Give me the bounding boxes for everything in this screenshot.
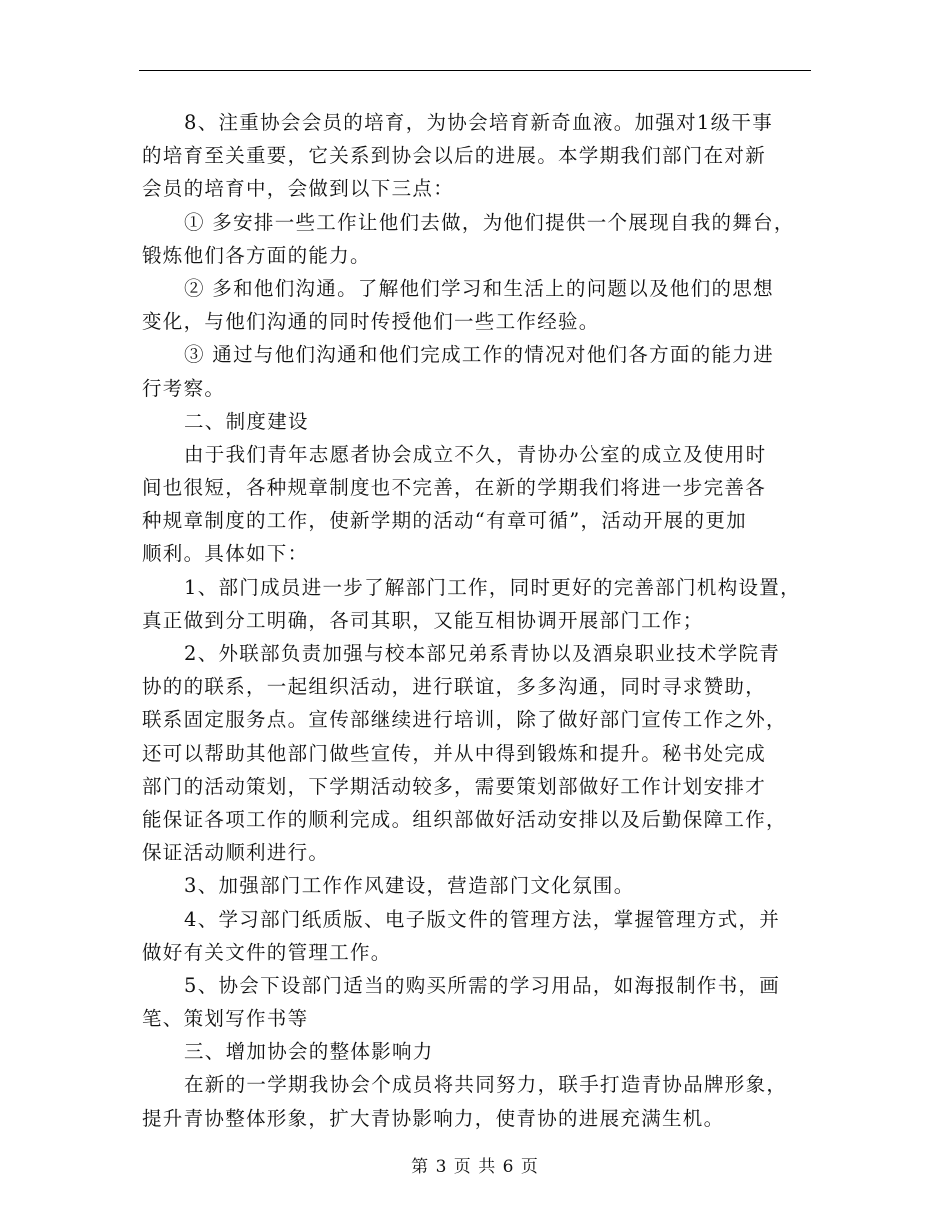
paragraph-line: 5、协会下设部门适当的购买所需的学习用品，如海报制作书，画 <box>184 973 781 997</box>
paragraph-line: 3、加强部门工作作风建设，营造部门文化氛围。 <box>184 874 635 898</box>
paragraph-line: 4、学习部门纸质版、电子版文件的管理方法，掌握管理方式，并 <box>184 907 781 931</box>
document-body <box>142 106 822 1135</box>
paragraph-line: 锻炼他们各方面的能力。 <box>142 243 371 267</box>
paragraph-line: 做好有关文件的管理工作。 <box>142 940 392 964</box>
paragraph-line: 在新的一学期我协会个成员将共同努力，联手打造青协品牌形象， <box>184 1073 788 1097</box>
paragraph-line: 笔、策划写作书等 <box>142 1007 309 1031</box>
paragraph-line: 顺利。具体如下： <box>142 542 309 566</box>
paragraph-line: ③ 通过与他们沟通和他们完成工作的情况对他们各方面的能力进 <box>184 343 774 367</box>
paragraph-line: 联系固定服务点。宣传部继续进行培训，除了做好部门宣传工作之外， <box>142 708 787 732</box>
paragraph-line: ② 多和他们沟通。了解他们学习和生活上的问题以及他们的思想 <box>184 276 774 300</box>
paragraph-line: ① 多安排一些工作让他们去做，为他们提供一个展现自我的舞台， <box>184 210 795 234</box>
paragraph-line: 行考察。 <box>142 376 226 400</box>
paragraph-line: 能保证各项工作的顺利完成。组织部做好活动安排以及后勤保障工作， <box>142 807 787 831</box>
paragraph-line: 提升青协整体形象，扩大青协影响力，使青协的进展充满生机。 <box>142 1106 725 1130</box>
section-heading: 二、制度建设 <box>184 409 309 433</box>
paragraph-line: 8、注重协会会员的培育，为协会培育新奇血液。加强对1级干事 <box>184 111 774 134</box>
paragraph-line: 部门的活动策划，下学期活动较多，需要策划部做好工作计划安排才 <box>142 774 767 798</box>
paragraph-line: 保证活动顺利进行。 <box>142 841 330 865</box>
section-heading: 三、增加协会的整体影响力 <box>184 1040 434 1064</box>
paragraph-line: 间也很短，各种规章制度也不完善，在新的学期我们将进一步完善各 <box>142 476 767 500</box>
page-number-footer: 第 3 页 共 6 页 <box>411 1157 539 1177</box>
paragraph-line: 的培育至关重要，它关系到协会以后的进展。本学期我们部门在对新 <box>142 144 767 168</box>
paragraph-line: 1、部门成员进一步了解部门工作，同时更好的完善部门机构设置， <box>184 575 801 599</box>
paragraph-line: 由于我们青年志愿者协会成立不久，青协办公室的成立及使用时 <box>184 442 767 466</box>
paragraph-line: 会员的培育中，会做到以下三点： <box>142 177 455 201</box>
paragraph-line: 2、外联部负责加强与校本部兄弟系青协以及酒泉职业技术学院青 <box>184 642 781 665</box>
paragraph-line: 还可以帮助其他部门做些宣传，并从中得到锻炼和提升。秘书处完成 <box>142 741 767 765</box>
header-rule <box>139 70 811 71</box>
paragraph-line: 变化，与他们沟通的同时传授他们一些工作经验。 <box>142 310 600 334</box>
paragraph-line: 种规章制度的工作，使新学期的活动“有章可循”，活动开展的更加 <box>142 509 747 533</box>
paragraph-line: 协的的联系，一起组织活动，进行联谊，多多沟通，同时寻求赞助， <box>142 675 767 699</box>
paragraph-line: 真正做到分工明确，各司其职，又能互相协调开展部门工作； <box>142 608 704 632</box>
